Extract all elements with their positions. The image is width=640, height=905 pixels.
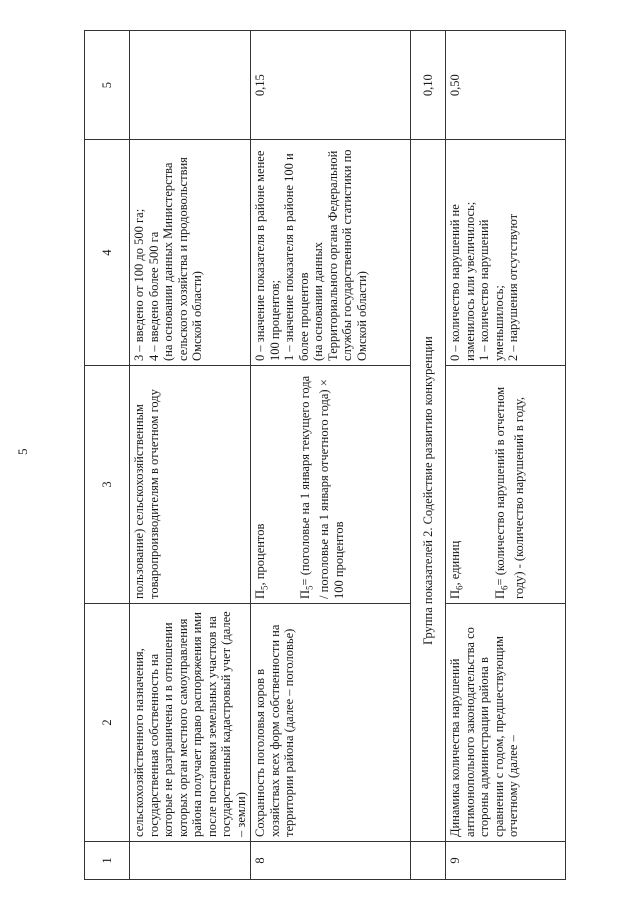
indicator-weight (130, 31, 251, 140)
scale-line: (на основании данных Территориального органа Федеральной службы государственной статистики по Омской области) (311, 149, 369, 361)
indicator-scale (130, 140, 251, 366)
scale-line: 1 – количество нарушений уменьшилось; (477, 219, 506, 361)
indicator-unit: пользование) сельскохозяйственным товаропроизводителям в отчетном году (130, 365, 251, 603)
unit-letter: П (448, 589, 462, 599)
header-col-5: 5 (85, 31, 130, 140)
scale-line: 0 – количество нарушений не изменилось или увеличилось; (448, 201, 477, 361)
formula-line (493, 370, 527, 599)
header-col-2: 2 (85, 603, 130, 841)
scale-line: 4 – введено более 500 га (146, 231, 161, 361)
formula-subscript: 5 (304, 585, 315, 590)
group-number (411, 841, 446, 879)
indicators-table (84, 30, 604, 880)
page-number: 5 (15, 448, 30, 455)
row-number: 8 (251, 841, 411, 879)
indicator-name: сельскохозяйственного назначения, государственная собственность на которые не разграничена и в отношении которых орган местного самоуправления района получает право распоряжения ими после постановки земельных участков на государственный кадастровый учет (далее – земли) (130, 603, 251, 841)
header-col-3: 3 (85, 365, 130, 603)
scale-line: (на основании данных Министерства сельского хозяйства и продовольствия Омской области) (161, 157, 204, 361)
table-row (446, 31, 566, 880)
formula-subscript: 6 (499, 585, 510, 590)
unit-subscript: 6 (454, 585, 465, 590)
formula-letter: П (493, 589, 507, 599)
indicator-weight: 0,15 (251, 31, 411, 140)
formula-letter: П (298, 589, 312, 599)
scale-line: 2 – нарушения отсутствуют (506, 213, 520, 361)
unit-subscript: 5 (259, 585, 270, 590)
table-header-row (85, 31, 130, 880)
unit-line (448, 370, 467, 599)
indicator-unit (251, 365, 411, 603)
row-number: 9 (446, 841, 566, 879)
header-col-1: 1 (85, 841, 130, 879)
unit-line (253, 370, 272, 599)
indicator-unit (446, 365, 566, 603)
unit-text: , единиц (448, 540, 462, 586)
indicator-scale (446, 140, 566, 366)
formula-text: = (количество нарушений в отчетном году) - (количество нарушений в году, (493, 386, 526, 599)
indicator-name: Динамика количества нарушений антимонопольного законодательства со стороны администрации района в сравнении с годом, предшествующим отчетному (далее – (446, 603, 566, 841)
indicator-name: Сохранность поголовья коров в хозяйствах всех форм собственности на территории района (далее – поголовье) (251, 603, 411, 841)
group-title: Группа показателей 2. Содействие развитию конкуренции (411, 140, 446, 842)
table-row (130, 31, 251, 880)
scale-line: 0 – значение показателя в районе менее 100 процентов; (253, 150, 282, 361)
group-weight: 0,10 (411, 31, 446, 140)
scale-line: 3 – введено от 100 до 500 га; (132, 208, 146, 361)
scale-line: 1 – значение показателя в районе 100 и более процентов (282, 153, 311, 361)
formula-text: = (поголовье на 1 января текущего года / поголовье на 1 января отчетного года) × 100 процентов (298, 375, 346, 599)
row-number (130, 841, 251, 879)
indicator-weight: 0,50 (446, 31, 566, 140)
header-col-4: 4 (85, 140, 130, 366)
table-row (251, 31, 411, 880)
unit-text: , процентов (253, 523, 267, 586)
formula-line (298, 370, 346, 599)
unit-letter: П (253, 589, 267, 599)
indicator-scale (251, 140, 411, 366)
group-row (411, 31, 446, 880)
